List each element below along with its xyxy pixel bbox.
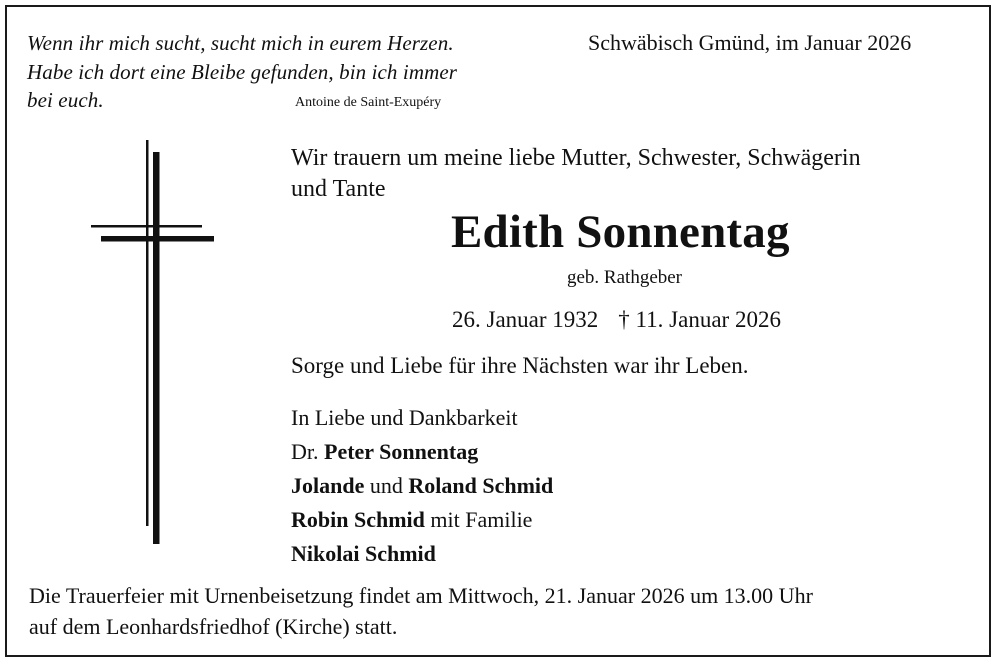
mourner-line — [291, 537, 553, 571]
service-line: Die Trauerfeier mit Urnenbeisetzung findet am Mittwoch, 21. Januar 2026 um 13.00 Uhr — [29, 583, 813, 608]
deceased-name: Edith Sonnentag — [451, 206, 790, 258]
intro-line: Wir trauern um meine liebe Mutter, Schwester, Schwägerin — [291, 145, 861, 171]
mourner-suffix: mit Familie — [430, 507, 533, 532]
service-line: auf dem Leonhardsfriedhof (Kirche) statt. — [29, 614, 398, 639]
mourner-line — [291, 435, 553, 469]
intro-line: und Tante — [291, 176, 386, 202]
poem-line: bei euch. — [27, 88, 104, 112]
mourner-line — [291, 503, 553, 537]
mourner-line — [291, 469, 553, 503]
maiden-name: geb. Rathgeber — [567, 267, 683, 288]
service-info — [29, 580, 813, 642]
cross-horizontal-thick — [101, 236, 214, 242]
intro-text — [291, 143, 861, 205]
poem-line: Habe ich dort eine Bleibe gefunden, bin ich immer — [27, 59, 458, 84]
motto: Sorge und Liebe für ihre Nächsten war ihr Leben. — [291, 353, 749, 378]
cross-vertical-thick — [153, 152, 160, 544]
poem-author: Antoine de Saint-Exupéry — [295, 95, 442, 110]
mourners-list — [291, 401, 553, 571]
poem-line: Wenn ihr mich sucht, sucht mich in eurem Herzen. — [27, 31, 454, 55]
mourner-conjunction: und — [369, 473, 403, 498]
mourner-name: Robin Schmid — [291, 507, 425, 532]
mourner-name: Roland Schmid — [408, 473, 554, 498]
death-date: † 11. Januar 2026 — [618, 307, 781, 332]
life-dates — [452, 307, 781, 333]
mourner-title: Dr. — [291, 439, 319, 464]
birth-date: 26. Januar 1932 — [452, 307, 599, 332]
mourners-heading: In Liebe und Dankbarkeit — [291, 405, 518, 430]
cross-horizontal-thin — [91, 225, 202, 228]
mourner-name: Nikolai Schmid — [291, 541, 436, 566]
place-date: Schwäbisch Gmünd, im Januar 2026 — [588, 30, 912, 55]
cross-vertical-thin — [146, 140, 149, 526]
mourner-name: Jolande — [291, 473, 365, 498]
mourner-name: Peter Sonnentag — [324, 439, 479, 464]
